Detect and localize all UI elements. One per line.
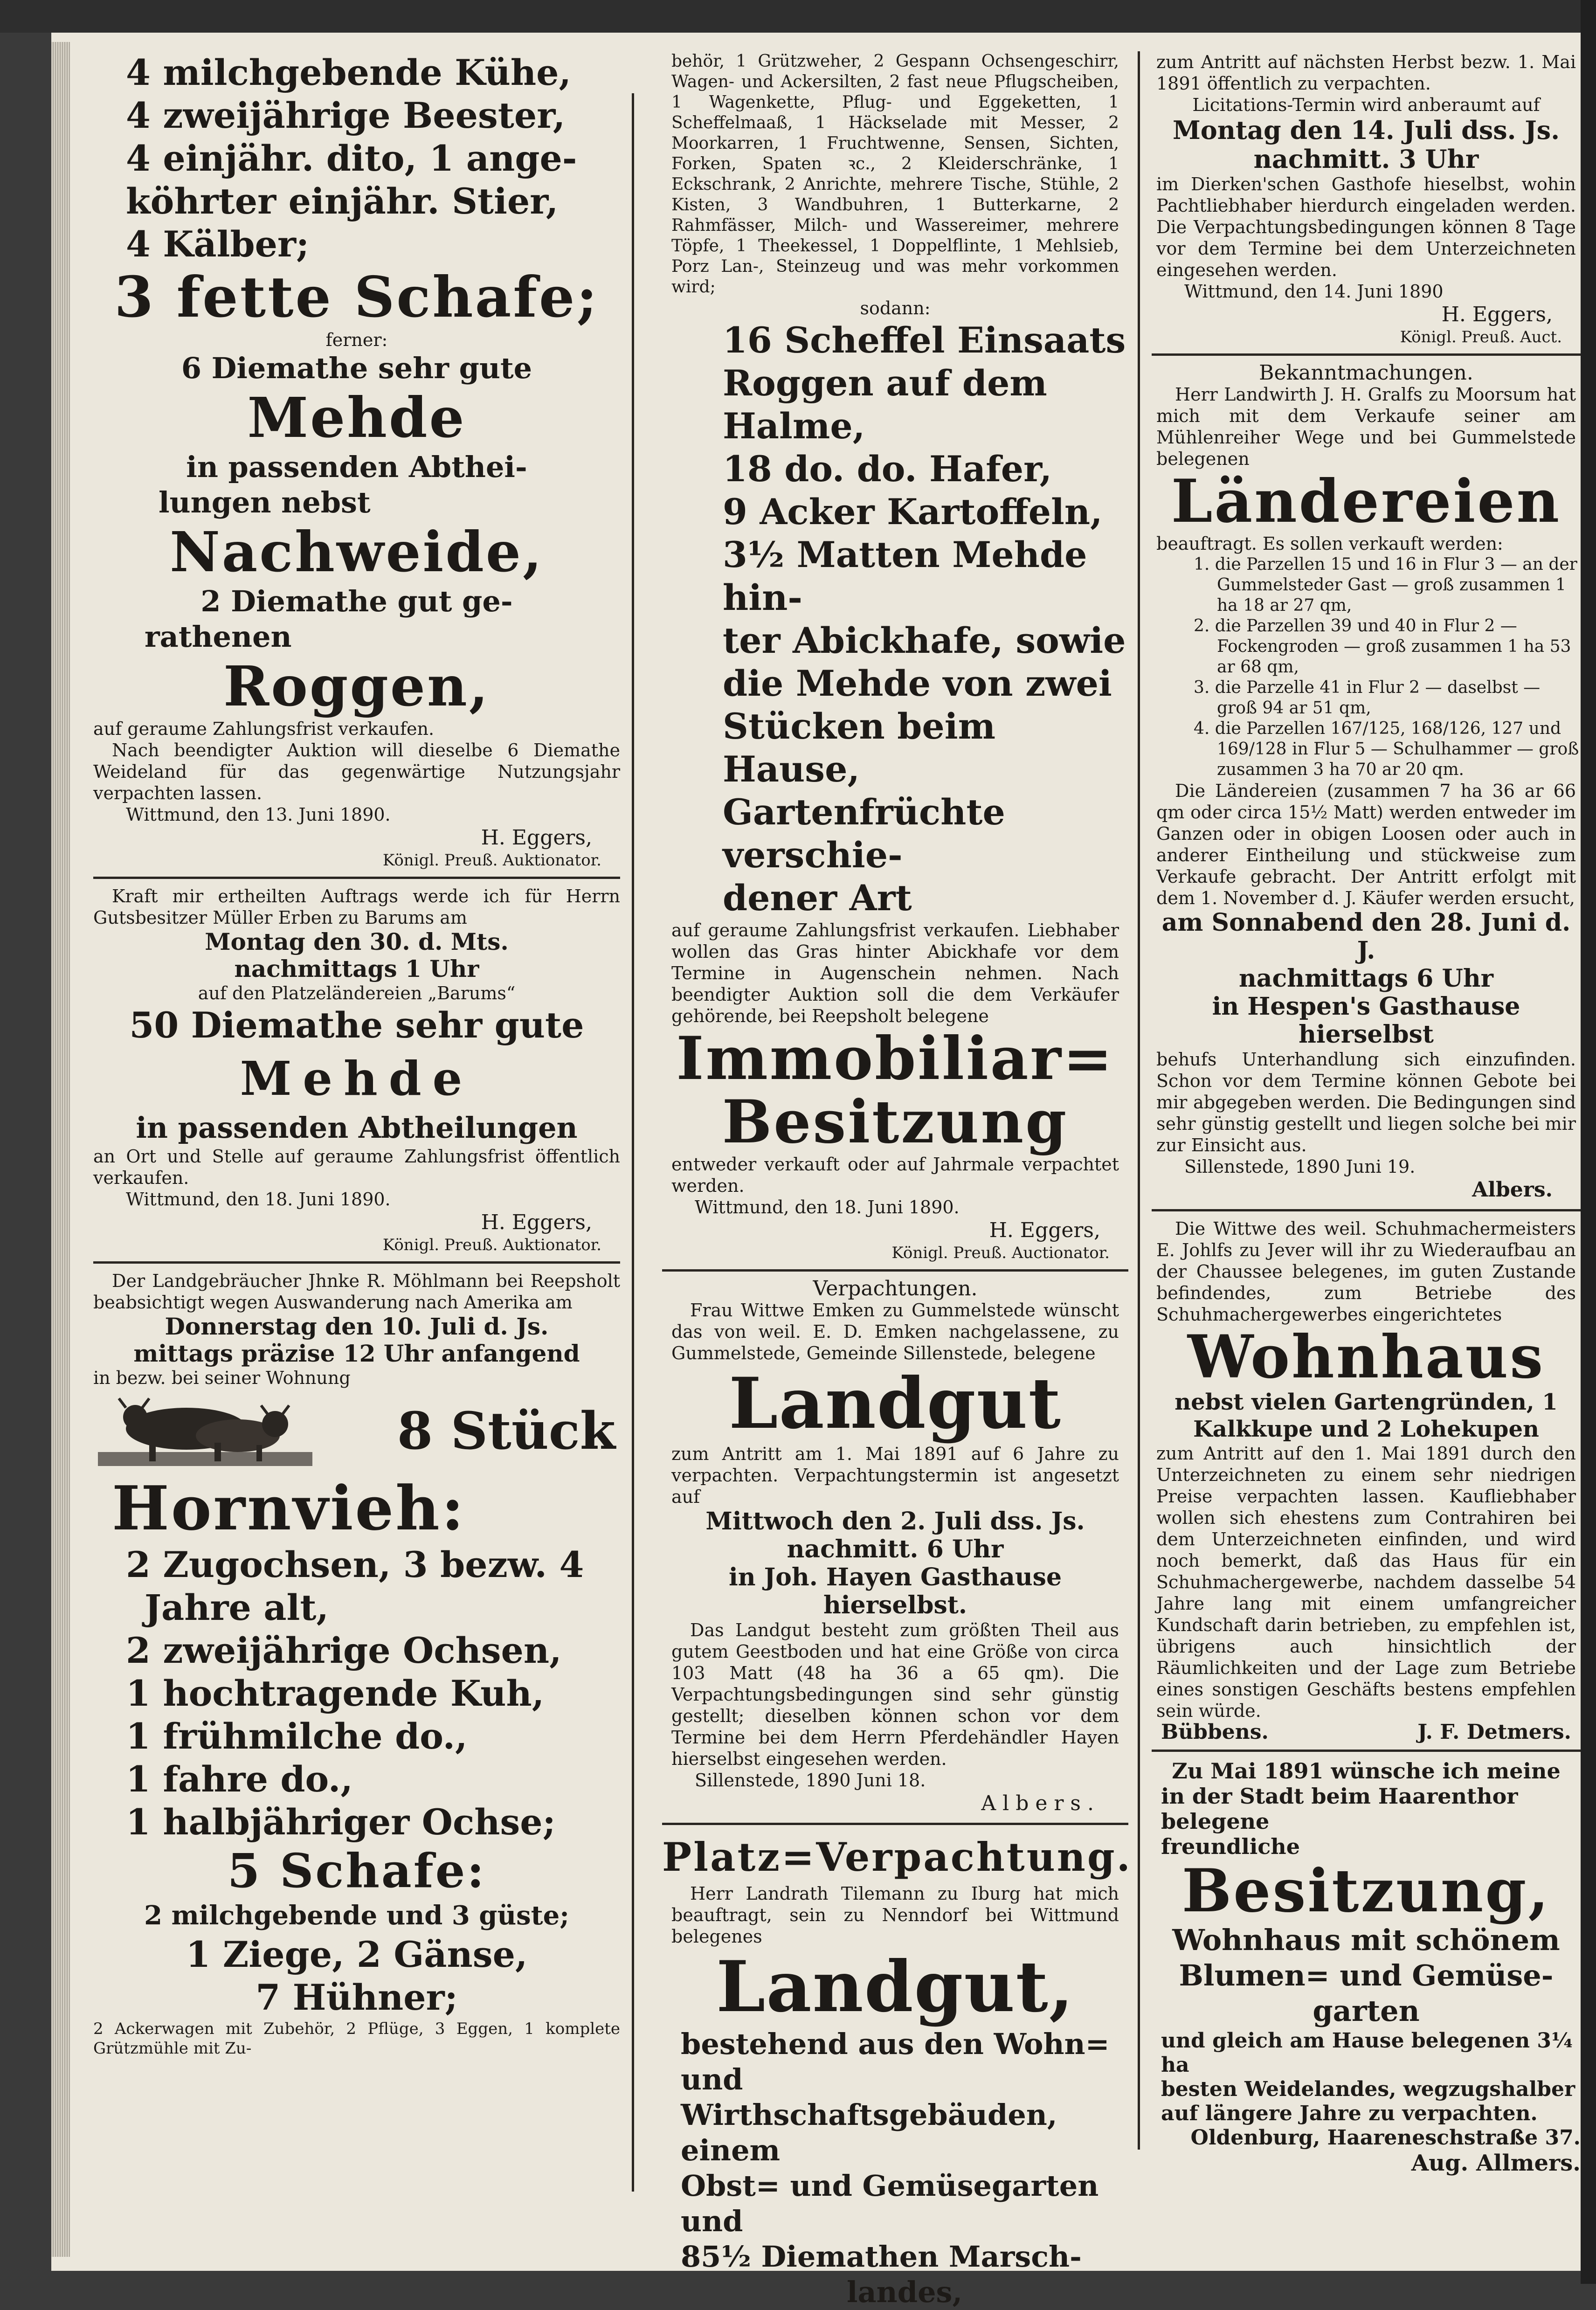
livestock-line: 4 Kälber; xyxy=(126,223,310,265)
ad2-signature: H. Eggers, xyxy=(481,1210,592,1234)
bek-intro: Herr Landwirth J. H. Gralfs zu Moorsum hat mich mit dem Verkaufe seiner am Mühlenreiher Wege und bei Gummelstede belegenen xyxy=(1156,384,1576,469)
mehde1-rest: in passenden Abthei- xyxy=(186,450,527,484)
wohnhaus-heading: Wohnhaus xyxy=(1187,1322,1545,1391)
diemathe2-line: 2 Diemathe gut ge- xyxy=(200,584,513,618)
ad-signature: H. Eggers, xyxy=(989,1218,1100,1242)
ad2-intro: Kraft mir ertheilten Auftrags werde ich für Herrn Gutsbesitzer Müller Erben zu Barums am xyxy=(93,886,620,928)
ad3-items xyxy=(93,1543,620,1844)
ad3-item: 1 fahre do., xyxy=(126,1758,353,1800)
diemathe2-line: rathenen xyxy=(145,620,292,654)
crop-line: 18 do. do. Hafer, xyxy=(723,448,1052,490)
inventory-text: behör, 1 Grützweher, 2 Gespann Ochsengeschirr, Wagen- und Ackersilten, 2 fast neue Pflugscheiben, 1 Wagenkette, Pflug- und Eggeketten, 1 Scheffelmaaß, 1 Häckselade mit Messer, 2 Moorkarren, 1 Fruchtwenne, Sensen, Sichten, Forken, Spaten ꝛc., 2 Kleiderschränke, 1 Eckschrank, 2 Anrichte, mehrere Tische, Stühle, 2 Kisten, 3 Wandbuhren, 1 Butterkarne, 2 Rahmfässer, Milch- und Wassereimer, mehrere Töpfe, 1 Theekessel, 1 Doppelflinte, 1 Mehlsieb, Porz Lan-, Steinzeug und was mehr vorkommen wird; xyxy=(671,52,1119,297)
ad3-item: 2 Zugochsen, 3 bezw. 4 xyxy=(126,1544,584,1585)
crop-line: 16 Scheffel Einsaats xyxy=(723,319,1126,361)
bek-day: am Sonnabend den 28. Juni d. J. xyxy=(1161,908,1571,965)
bes-tail: und gleich am Hause belegenen 3¼ ha xyxy=(1161,2029,1573,2077)
livestock-line: 4 einjähr. dito, 1 ange- xyxy=(126,138,577,179)
parcel-list xyxy=(1152,554,1581,780)
ad1-signature: H. Eggers, xyxy=(481,826,592,850)
bes-intro: in der Stadt beim Haarenthor belegene xyxy=(1161,1784,1518,1834)
verp-day: Mittwoch den 2. Juli dss. Js. xyxy=(705,1507,1085,1535)
top-date: Wittmund, den 14. Juni 1890 xyxy=(1184,281,1444,302)
roggen-word: Roggen, xyxy=(223,654,490,719)
nachweide-word: Nachweide, xyxy=(169,519,544,584)
wohn-footer xyxy=(1152,1722,1581,1743)
mehde1-rest: lungen nebst xyxy=(159,485,371,519)
verp-text2: Das Landgut besteht zum größten Theil aus gutem Geestboden und hat eine Größe von circa 103 Matt (48 ha 36 a 65 qm). Die Verpachtungsbedingungen sind sehr günstig gestellt; dieselben können schon vor dem Termine bei dem Herrn Pferdehändler Hayen hierselbst eingesehen werden. xyxy=(671,1620,1119,1769)
besitzung-heading: Besitzung, xyxy=(1181,1856,1551,1925)
crop-line: Stücken beim Hause, xyxy=(723,705,996,790)
parcel-item: 1. die Parzellen 15 und 16 in Flur 3 — an der Gummelsteder Gast — groß zusammen 1 ha 18 ar 27 qm, xyxy=(1194,555,1577,615)
ferner-label: ferner: xyxy=(325,330,388,350)
scan-top-edge xyxy=(0,0,1596,33)
top-day: Montag den 14. Juli dss. Js. xyxy=(1172,115,1560,145)
bek-signature: Albers. xyxy=(1472,1178,1553,1202)
separator xyxy=(93,877,620,879)
ad2-time: nachmittags 1 Uhr xyxy=(234,955,479,982)
livestock-line: köhrter einjähr. Stier, xyxy=(126,180,559,222)
parcel-item: 2. die Parzellen 39 und 40 in Flur 2 — Fockengroden — groß zusammen 1 ha 53 ar 68 qm, xyxy=(1194,616,1571,677)
column-1 xyxy=(93,51,620,2265)
crop-line: die Mehde von zwei xyxy=(723,663,1112,704)
sodann-label: sodann: xyxy=(860,298,931,318)
ad-text: auf geraume Zahlungsfrist verkaufen. Liebhaber wollen das Gras hinter Abickhafe vor dem Termine in Augenschein nehmen. Nach beendigter Auktion soll die dem Verkäufer gehörende, bei Reepsholt belegene xyxy=(671,920,1119,1026)
bes-intro: Zu Mai 1891 wünsche ich meine xyxy=(1172,1758,1561,1784)
separator xyxy=(662,1823,1128,1825)
ad3-day: Donnerstag den 10. Juli d. Js. xyxy=(165,1313,549,1340)
platz-line: landes, xyxy=(846,2275,963,2309)
wohn-sub: nebst vielen Gartengründen, 1 Kalkkupe und 2 Lohekupen xyxy=(1175,1389,1558,1442)
separator xyxy=(1152,1750,1581,1752)
bek-text2: behufs Unterhandlung sich einzufinden. Schon vor dem Termine können Gebote bei mir abgegeben werden. Die Bedingungen sind sehr günstig gestellt und liegen solche bei mir zur Einsicht aus. xyxy=(1156,1049,1576,1155)
bek-place: in Hespen's Gasthause hierselbst xyxy=(1212,992,1520,1049)
ad3-item: 2 zweijährige Ochsen, xyxy=(126,1630,562,1671)
ad3-item: 1 hochtragende Kuh, xyxy=(126,1673,545,1714)
bek-heading: Bekanntmachungen. xyxy=(1259,361,1473,385)
platz-list xyxy=(662,2026,1128,2310)
ad3-more: 7 Hühner; xyxy=(256,1977,458,2018)
scan-right-edge xyxy=(1581,0,1596,2284)
wohn-place: Bübbens. xyxy=(1161,1720,1269,1744)
bes-tail: Oldenburg, Haareneschstraße 37. xyxy=(1190,2126,1581,2150)
ad2-big: 50 Diemathe sehr gute xyxy=(129,1004,584,1046)
verpachtungen-heading: Verpachtungen. xyxy=(813,1277,978,1300)
cattle-illustration-icon xyxy=(98,1391,312,1471)
ad2-date: Wittmund, den 18. Juni 1890. xyxy=(126,1189,391,1210)
verp-intro: Frau Wittwe Emken zu Gummelstede wünscht das von weil. E. D. Emken nachgelassene, zu Gummelstede, Gemeinde Sillenstede, belegene xyxy=(671,1300,1119,1363)
bek-time: nachmittags 6 Uhr xyxy=(1238,964,1494,993)
column-2 xyxy=(662,51,1132,2309)
ad1-text: Nach beendigter Auktion will dieselbe 6 Diemathe Weideland für das gegenwärtige Nutzungsjahr verpachten lassen. xyxy=(93,740,620,803)
ad3-count: 8 Stück xyxy=(397,1401,615,1461)
ad-date: Wittmund, den 18. Juni 1890. xyxy=(695,1197,960,1217)
crop-line: dener Art xyxy=(723,877,912,919)
platz-line: Wirthschaftsgebäuden, einem xyxy=(681,2098,1057,2167)
separator xyxy=(1152,1209,1581,1211)
verp-time: nachmitt. 6 Uhr xyxy=(787,1535,1004,1563)
column-rule-1 xyxy=(632,93,634,2192)
laendereien-heading: Ländereien xyxy=(1171,467,1561,536)
top-time: nachmitt. 3 Uhr xyxy=(1253,144,1479,174)
top-text3: im Dierken'schen Gasthofe hieselbst, wohin Pachtliebhaber hierdurch eingeladen werden. Die Verpachtungsbedingungen können 8 Tage vor dem Termine bei dem Unterzeichneten eingesehen werden. xyxy=(1156,174,1576,280)
ad3-item: 1 frühmilche do., xyxy=(126,1715,468,1757)
crop-line: Roggen auf dem Halme, xyxy=(723,362,1047,447)
ad2-day: Montag den 30. d. Mts. xyxy=(205,928,509,955)
page-stack-edge xyxy=(51,42,70,2257)
parcel-item: 3. die Parzelle 41 in Flur 2 — daselbst — groß 94 ar 51 qm, xyxy=(1194,678,1541,718)
separator xyxy=(662,1269,1128,1272)
parcel-item: 4. die Parzellen 167/125, 168/126, 127 und 169/128 in Flur 5 — Schulhammer — groß zusammen 3 ha 70 ar 20 qm. xyxy=(1194,719,1579,779)
ad3-item: Jahre alt, xyxy=(145,1587,329,1628)
bes-tail: besten Weidelandes, wegzugshalber xyxy=(1161,2077,1575,2101)
crop-line: 9 Acker Kartoffeln, xyxy=(723,491,1103,533)
wohn-intro: Die Wittwe des weil. Schuhmachermeisters E. Johlfs zu Jever will ihr zu Wiederaufbau an der Chaussee belegenes, im guten Zustande befindendes, zum Betriebe des Schuhmachergewerbes eingerichtetes xyxy=(1156,1218,1576,1325)
verp-date: Sillenstede, 1890 Juni 18. xyxy=(695,1770,926,1791)
top-text2: Licitations-Termin wird anberaumt auf xyxy=(1192,95,1540,115)
mehde1-word: Mehde xyxy=(247,385,466,450)
ad2-text: an Ort und Stelle auf geraume Zahlungsfrist öffentlich verkaufen. xyxy=(93,1146,620,1188)
separator xyxy=(93,1261,620,1264)
ad3-heading: Hornvieh: xyxy=(112,1473,466,1544)
crop-list xyxy=(662,319,1128,920)
ad3-more: 2 milchgebende und 3 güste; xyxy=(144,1900,569,1931)
column-rule-2 xyxy=(1138,51,1140,2150)
ad1-signature-title: Königl. Preuß. Auktionator. xyxy=(382,851,601,870)
crop-line: ter Abickhafe, sowie xyxy=(723,620,1126,661)
platz-line: 85½ Diemathen Marsch- xyxy=(681,2240,1082,2274)
ad3-schafe: 5 Schafe: xyxy=(227,1843,486,1898)
landgut2-heading: Landgut, xyxy=(716,1946,1075,2028)
top-signature-title: Königl. Preuß. Auct. xyxy=(1400,328,1562,346)
bes-tail: Aug. Allmers. xyxy=(1411,2150,1581,2176)
ad3-tail: 2 Ackerwagen mit Zubehör, 2 Pflüge, 3 Eggen, 1 komplete Grützmühle mit Zu- xyxy=(93,2020,620,2058)
top-signature: H. Eggers, xyxy=(1441,303,1553,326)
verp-signature: Albers. xyxy=(981,1791,1100,1815)
crop-line: 3½ Matten Mehde hin- xyxy=(723,534,1087,618)
separator xyxy=(1152,353,1581,356)
bes-tail: auf längere Jahre zu verpachten. xyxy=(1161,2102,1538,2125)
bes-line: Wohnhaus mit schönem xyxy=(1172,1923,1560,1957)
wohn-signature: J. F. Detmers. xyxy=(1417,1720,1571,1744)
landgut-heading: Landgut xyxy=(729,1362,1062,1445)
livestock-line: 4 milchgebende Kühe, xyxy=(126,52,571,93)
verp-place: in Joh. Hayen Gasthause hierselbst. xyxy=(728,1563,1062,1619)
ad-signature-title: Königl. Preuß. Auctionator. xyxy=(891,1244,1110,1262)
platz-line: Obst= und Gemüsegarten und xyxy=(681,2169,1099,2238)
ad3-place: in bezw. bei seiner Wohnung xyxy=(93,1368,351,1388)
verp-text: zum Antritt am 1. Mai 1891 auf 6 Jahre zu verpachten. Verpachtungstermin ist angesetzt auf xyxy=(671,1444,1119,1507)
ad3-intro: Der Landgebräucher Jhnke R. Möhlmann bei Reepsholt beabsichtigt wegen Auswanderung nach Amerika am xyxy=(93,1271,620,1313)
ad3-item: 1 halbjähriger Ochse; xyxy=(126,1801,556,1843)
bek-text: Die Ländereien (zusammen 7 ha 36 ar 66 qm oder circa 15½ Matt) werden entweder im Ganzen oder in obigen Loosen oder auch in anderer Eintheilung und stückweise zum Verkaufe gebracht. Der Antritt erfolgt mit dem 1. November d. J. Käufer werden ersucht, xyxy=(1156,781,1576,908)
ad3-more: 1 Ziege, 2 Gänse, xyxy=(186,1934,528,1975)
ad2-abth: in passenden Abtheilungen xyxy=(136,1111,578,1145)
livestock-line: 4 zweijährige Beester, xyxy=(126,95,566,136)
top-text: zum Antritt auf nächsten Herbst bezw. 1. Mai 1891 öffentlich zu verpachten. xyxy=(1156,52,1576,94)
ad1-text: auf geraume Zahlungsfrist verkaufen. xyxy=(93,719,435,739)
bes-line: Blumen= und Gemüse- xyxy=(1179,1958,1554,1992)
bek-date: Sillenstede, 1890 Juni 19. xyxy=(1184,1156,1416,1177)
bes-intro: freundliche xyxy=(1161,1834,1300,1859)
ad3-time: mittags präzise 12 Uhr anfangend xyxy=(133,1340,580,1367)
platz-line: bestehend aus den Wohn= und xyxy=(681,2027,1110,2096)
platz-intro: Herr Landrath Tilemann zu Iburg hat mich beauftragt, sein zu Nenndorf bei Wittmund belegenes xyxy=(671,1883,1119,1947)
bes-line: garten xyxy=(1313,1994,1420,2028)
ad-text2: entweder verkauft oder auf Jahrmale verpachtet werden. xyxy=(671,1154,1119,1196)
besitzung-heading: Besitzung xyxy=(722,1087,1069,1156)
crop-line: Gartenfrüchte verschie- xyxy=(723,791,1005,876)
column-3 xyxy=(1152,51,1581,2265)
ad2-signature-title: Königl. Preuß. Auktionator. xyxy=(382,1236,601,1254)
bek-auftr: beauftragt. Es sollen verkauft werden: xyxy=(1156,533,1503,554)
cattle-row xyxy=(93,1389,620,1473)
sheep-heading: 3 fette Schafe; xyxy=(114,264,599,330)
mehde1-line: 6 Diemathe sehr gute xyxy=(181,351,532,385)
livestock-list xyxy=(93,51,620,266)
wohn-text: zum Antritt auf den 1. Mai 1891 durch den Unterzeichneten zu einem sehr niedrigen Preise verpachten lassen. Kaufliebhaber wollen sich ehestens zum Contrahiren bei dem Unterzeichneten einfinden, und wird noch bemerkt, daß das Haus für ein Schuhmachergewerbe, nachdem dasselbe 54 Jahre lang mit einem umfangreicher Kundschaft darin betrieben, zu empfehlen ist, übrigens auch hinsichtlich der Räumlichkeiten und der Lage zum Betriebe eines sonstigen Geschäfts bestens empfehlen sein würde. xyxy=(1156,1443,1576,1721)
ad1-date: Wittmund, den 13. Juni 1890. xyxy=(126,804,391,825)
platz-heading: Platz=Verpachtung. xyxy=(662,1834,1132,1880)
ad2-place: auf den Platzeländereien „Barums“ xyxy=(198,983,516,1003)
immobiliar-heading: Immobiliar= xyxy=(676,1024,1114,1093)
ad2-mehde: Mehde xyxy=(240,1051,474,1106)
